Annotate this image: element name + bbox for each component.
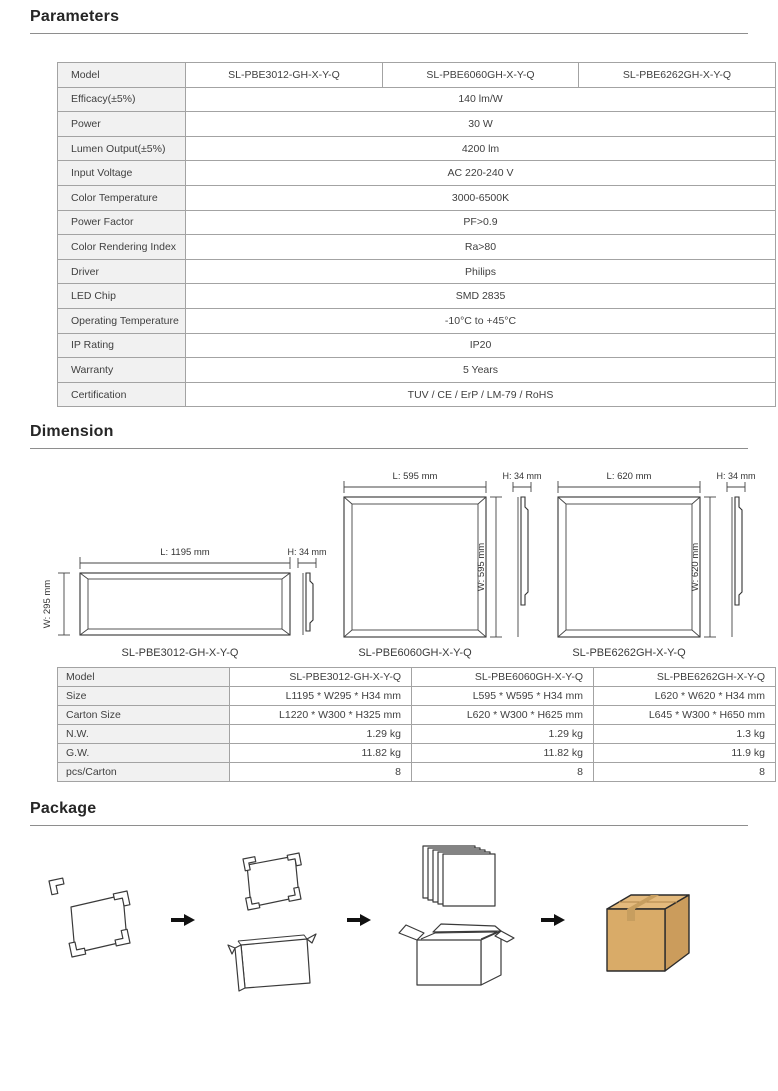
- section-package: [30, 800, 748, 997]
- drawing-panel-6262: [548, 469, 756, 660]
- table-row: [58, 358, 776, 383]
- table-row: [58, 744, 776, 763]
- row-label: IP Rating: [58, 333, 186, 358]
- value-cell: 140 lm/W: [186, 87, 776, 112]
- section-parameters: [30, 8, 748, 407]
- width-dimension-line: [490, 497, 502, 637]
- table-row: [58, 161, 776, 186]
- panel-side-profile: [732, 497, 742, 637]
- table-row: [58, 259, 776, 284]
- arrow-right-icon: [541, 914, 565, 926]
- value-cell: L1195 * W295 * H34 mm: [230, 687, 412, 706]
- value-cell: 1.29 kg: [230, 725, 412, 744]
- height-dim-label: H: 34 mm: [502, 471, 542, 482]
- panel-front-view: [344, 497, 486, 637]
- panel-6060-drawing-icon: [334, 469, 542, 645]
- panels-into-carton-icon: [397, 842, 515, 997]
- height-dim-label: H: 34 mm: [716, 471, 756, 482]
- value-cell: 1.3 kg: [594, 725, 776, 744]
- dimension-divider: [30, 448, 748, 449]
- carton-tape-front: [627, 909, 635, 921]
- value-cell: 8: [412, 763, 594, 782]
- parameters-divider: [30, 33, 748, 34]
- arrow-right-icon: [171, 914, 195, 926]
- value-cell: 30 W: [186, 112, 776, 137]
- dimension-table: [57, 667, 776, 782]
- value-cell: L645 * W300 * H650 mm: [594, 706, 776, 725]
- row-label: Model: [58, 63, 186, 88]
- width-dim-label: W: 620 mm: [690, 543, 701, 592]
- width-dim-label: W: 295 mm: [42, 580, 53, 629]
- table-row: [58, 333, 776, 358]
- row-label: Color Temperature: [58, 185, 186, 210]
- value-cell: Ra>80: [186, 235, 776, 260]
- panel-6262-drawing-icon: [548, 469, 756, 645]
- value-cell: L1220 * W300 * H325 mm: [230, 706, 412, 725]
- panel-with-corner-protectors-icon: [45, 867, 145, 972]
- open-carton: [399, 924, 514, 985]
- row-label: Operating Temperature: [58, 308, 186, 333]
- model-cell: SL-PBE3012-GH-X-Y-Q: [230, 668, 412, 687]
- drawing-panel-6060: [334, 469, 542, 660]
- table-row: [58, 87, 776, 112]
- row-label: Carton Size: [58, 706, 230, 725]
- width-dimension-line: [704, 497, 716, 637]
- model-cell: SL-PBE3012-GH-X-Y-Q: [186, 63, 383, 88]
- parameters-title: Parameters: [30, 8, 120, 25]
- table-row: [58, 210, 776, 235]
- row-label: N.W.: [58, 725, 230, 744]
- table-row: [58, 763, 776, 782]
- package-divider: [30, 825, 748, 826]
- panel-front-view: [80, 573, 290, 635]
- panel-in-sleeve-box-icon: [221, 847, 321, 992]
- arrow-right-icon: [347, 914, 371, 926]
- height-dimension-line: [513, 482, 531, 492]
- row-label: Efficacy(±5%): [58, 87, 186, 112]
- row-label: Lumen Output(±5%): [58, 136, 186, 161]
- value-cell: 11.9 kg: [594, 744, 776, 763]
- row-label: Warranty: [58, 358, 186, 383]
- value-cell: -10°C to +45°C: [186, 308, 776, 333]
- row-label: Model: [58, 668, 230, 687]
- table-row: [58, 706, 776, 725]
- value-cell: 4200 lm: [186, 136, 776, 161]
- value-cell: IP20: [186, 333, 776, 358]
- length-dim-label: L: 620 mm: [606, 471, 652, 483]
- value-cell: 1.29 kg: [412, 725, 594, 744]
- row-label: Driver: [58, 259, 186, 284]
- table-row: [58, 284, 776, 309]
- table-row-model: [58, 63, 776, 88]
- row-label: Size: [58, 687, 230, 706]
- table-row: [58, 112, 776, 137]
- table-row: [58, 687, 776, 706]
- value-cell: L595 * W595 * H34 mm: [412, 687, 594, 706]
- value-cell: 8: [594, 763, 776, 782]
- panel-with-corners: [243, 853, 301, 910]
- model-cell: SL-PBE6060GH-X-Y-Q: [383, 63, 579, 88]
- row-label: Input Voltage: [58, 161, 186, 186]
- package-title: Package: [30, 800, 97, 818]
- drawing-caption: SL-PBE6060GH-X-Y-Q: [358, 647, 472, 660]
- value-cell: Philips: [186, 259, 776, 284]
- panel-stack: [423, 846, 495, 906]
- table-row: [58, 235, 776, 260]
- value-cell: L620 * W620 * H34 mm: [594, 687, 776, 706]
- value-cell: TUV / CE / ErP / LM-79 / RoHS: [186, 382, 776, 407]
- value-cell: 5 Years: [186, 358, 776, 383]
- table-row: [58, 308, 776, 333]
- value-cell: 3000-6500K: [186, 185, 776, 210]
- table-row: [58, 136, 776, 161]
- height-dim-label: H: 34 mm: [287, 547, 327, 558]
- table-row-model: [58, 668, 776, 687]
- carton-front-face: [607, 909, 665, 971]
- value-cell: 11.82 kg: [230, 744, 412, 763]
- drawing-panel-3012: [40, 545, 327, 660]
- value-cell: SMD 2835: [186, 284, 776, 309]
- value-cell: L620 * W300 * H625 mm: [412, 706, 594, 725]
- drawing-caption: SL-PBE3012-GH-X-Y-Q: [121, 647, 239, 660]
- model-cell: SL-PBE6262GH-X-Y-Q: [579, 63, 776, 88]
- value-cell: AC 220-240 V: [186, 161, 776, 186]
- table-row: [58, 185, 776, 210]
- table-row: [58, 382, 776, 407]
- row-label: Power Factor: [58, 210, 186, 235]
- carton-side-face: [665, 895, 689, 971]
- table-row: [58, 725, 776, 744]
- height-dimension-line: [727, 482, 745, 492]
- value-cell: PF>0.9: [186, 210, 776, 235]
- row-label: pcs/Carton: [58, 763, 230, 782]
- row-label: Power: [58, 112, 186, 137]
- length-dim-label: L: 595 mm: [392, 471, 438, 483]
- width-dimension-line: [58, 573, 70, 635]
- panel-front-view: [558, 497, 700, 637]
- parameters-table: [57, 62, 776, 407]
- length-dimension-line: [558, 481, 700, 493]
- section-dimension: [30, 423, 765, 782]
- sleeve-box: [228, 934, 316, 991]
- dimension-drawings: [30, 469, 756, 660]
- width-dim-label: W: 595 mm: [476, 543, 487, 592]
- length-dimension-line: [80, 557, 290, 569]
- row-label: LED Chip: [58, 284, 186, 309]
- package-steps: [30, 842, 748, 997]
- value-cell: 8: [230, 763, 412, 782]
- value-cell: 11.82 kg: [412, 744, 594, 763]
- sealed-carton-icon: [591, 865, 691, 975]
- model-cell: SL-PBE6262GH-X-Y-Q: [594, 668, 776, 687]
- drawing-caption: SL-PBE6262GH-X-Y-Q: [572, 647, 686, 660]
- length-dimension-line: [344, 481, 486, 493]
- panel-side-profile: [518, 497, 528, 637]
- panel-side-profile: [303, 573, 313, 635]
- row-label: Color Rendering Index: [58, 235, 186, 260]
- panel-3012-drawing-icon: [40, 545, 327, 645]
- model-cell: SL-PBE6060GH-X-Y-Q: [412, 668, 594, 687]
- length-dim-label: L: 1195 mm: [160, 547, 210, 559]
- row-label: G.W.: [58, 744, 230, 763]
- row-label: Certification: [58, 382, 186, 407]
- height-dimension-line: [298, 558, 316, 568]
- dimension-title: Dimension: [30, 423, 114, 441]
